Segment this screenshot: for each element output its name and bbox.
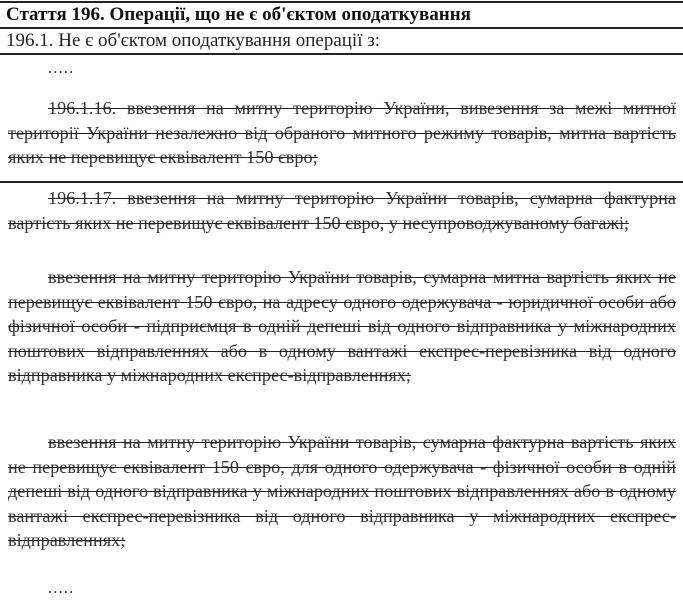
omission-ellipsis-top: ..... [48,58,75,77]
paragraph-divider [0,181,683,183]
section-heading: 196.1. Не є об'єктом оподаткування операції з: [6,30,381,51]
section-divider [0,53,683,55]
paragraph-196-1-17-postal-individual: ввезення на митну територію України товарів, сумарна фактурна вартість яких не перевищує еквівалент 150 євро, для одного одержувача - фізичної особи в одній депеші від одного відправника у міжнародних поштових відправленнях або в одному вантажі експрес-перевізника від одного відправника у міжнародних експрес-відправленнях; [8,432,676,550]
paragraph-196-1-17: 196.1.17. ввезення на митну територію України товарів, сумарна фактурна вартість яких не перевищує еквівалент 150 євро, у несупроводжуваному багажі; [8,188,676,233]
paragraph-196-1-17-postal-legal: ввезення на митну територію України товарів, сумарна митна вартість яких не перевищує еквівалент 150 євро, на адресу одного одержувача - юридичної особи або фізичної особи - підприємця в одній депеші від одного відправника у міжнародних поштових відправленнях або в одному вантажі експрес-перевізника від одного відправника у міжнародних експрес-відправленнях; [8,267,676,385]
omission-ellipsis-bottom: ..... [48,578,75,597]
article-title: Стаття 196. Операції, що не є об'єктом оподаткування [6,4,471,25]
paragraph-196-1-16: 196.1.16. ввезення на митну територію України, вивезення за межі митної території України незалежно від обраного митного режиму товарів, митна вартість яких не перевищує еквівалент 150 євро; [8,98,676,167]
